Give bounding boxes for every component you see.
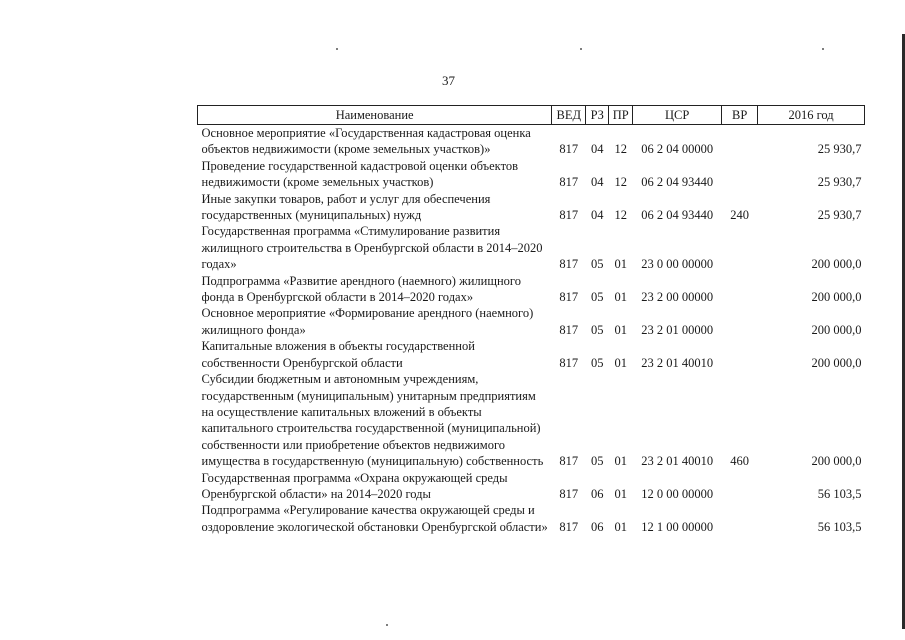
row-csr: 23 2 01 40010 <box>641 355 714 370</box>
row-rz: 05 <box>591 322 604 337</box>
row-rz: 04 <box>591 175 604 190</box>
table-row <box>198 191 865 224</box>
row-name: Иные закупки товаров, работ и услуг для обеспечения государственных (муниципальных) нужд <box>201 191 491 223</box>
row-ved: 817 <box>559 322 579 337</box>
row-pr: 01 <box>614 290 627 305</box>
row-csr: 12 1 00 00000 <box>641 519 714 534</box>
row-sum: 200 000,0 <box>811 355 862 370</box>
row-csr: 12 0 00 00000 <box>641 486 714 501</box>
table-row <box>198 338 865 371</box>
row-name: Субсидии бюджетным и автономным учреждениям, государственным (муниципальным) унитарным предприятиям на осуществление капитальных вложений в объекты капитального строительства государственной (муниципальной) собственности или приобретение объектов недвижимого имущества в государственную (муниципальную) собственность <box>201 372 544 469</box>
table-header-row <box>198 106 865 125</box>
row-rz: 04 <box>591 208 604 223</box>
row-csr: 23 2 01 40010 <box>641 454 714 469</box>
row-csr: 23 2 01 00000 <box>641 322 714 337</box>
row-name: Подпрограмма «Регулирование качества окружающей среды и оздоровление экологической обстановки Оренбургской области» <box>201 503 548 534</box>
header-csr: ЦСР <box>633 106 722 125</box>
row-sum: 25 930,7 <box>817 175 862 190</box>
table-row <box>198 223 865 272</box>
row-rz: 06 <box>591 486 604 501</box>
row-ved: 817 <box>559 257 579 272</box>
row-rz: 05 <box>591 454 604 469</box>
row-ved: 817 <box>559 519 579 534</box>
row-pr: 12 <box>614 208 627 223</box>
header-vr: ВР <box>722 106 758 125</box>
scan-speck <box>822 48 824 50</box>
row-ved: 817 <box>559 208 579 223</box>
row-sum: 200 000,0 <box>811 322 862 337</box>
row-pr: 01 <box>614 322 627 337</box>
table-row <box>198 470 865 503</box>
row-pr: 01 <box>614 486 627 501</box>
header-pr: ПР <box>609 106 633 125</box>
row-rz: 06 <box>591 519 604 534</box>
row-ved: 817 <box>559 355 579 370</box>
row-rz: 05 <box>591 355 604 370</box>
row-name: Государственная программа «Стимулирование развития жилищного строительства в Оренбургской области в 2014–2020 годах» <box>201 224 543 272</box>
row-rz: 05 <box>591 257 604 272</box>
row-name: Подпрограмма «Развитие арендного (наемного) жилищного фонда в Оренбургской области в 2014–2020 годах» <box>201 273 521 305</box>
row-sum: 56 103,5 <box>817 486 862 501</box>
row-vr: 240 <box>730 208 750 223</box>
table-row <box>198 125 865 158</box>
row-sum: 25 930,7 <box>817 208 862 223</box>
row-sum: 200 000,0 <box>811 454 862 469</box>
row-sum: 200 000,0 <box>811 257 862 272</box>
table-row <box>198 502 865 535</box>
table-row <box>198 305 865 338</box>
row-name: Основное мероприятие «Формирование арендного (наемного) жилищного фонда» <box>201 306 534 337</box>
row-ved: 817 <box>559 290 579 305</box>
row-csr: 23 2 00 00000 <box>641 290 714 305</box>
row-name: Проведение государственной кадастровой оценки объектов недвижимости (кроме земельных участков) <box>201 158 519 190</box>
row-vr: 460 <box>730 454 750 469</box>
row-ved: 817 <box>559 454 579 469</box>
row-pr: 12 <box>614 175 627 190</box>
row-vr <box>722 223 758 272</box>
row-name: Государственная программа «Охрана окружающей среды Оренбургской области» на 2014–2020 годы <box>201 470 508 501</box>
table-row <box>198 158 865 191</box>
row-pr: 01 <box>614 454 627 469</box>
header-name: Наименование <box>198 106 552 125</box>
row-pr: 01 <box>614 355 627 370</box>
row-rz: 05 <box>591 290 604 305</box>
row-pr: 01 <box>614 519 627 534</box>
row-vr <box>722 470 758 503</box>
row-vr <box>722 305 758 338</box>
row-ved: 817 <box>559 175 579 190</box>
page-number: 37 <box>442 73 455 88</box>
table-row <box>198 273 865 306</box>
row-vr <box>722 158 758 191</box>
row-vr <box>722 125 758 158</box>
row-sum: 25 930,7 <box>817 142 862 157</box>
row-name: Капитальные вложения в объекты государственной собственности Оренбургской области <box>201 339 475 370</box>
row-csr: 06 2 04 93440 <box>641 175 714 190</box>
scan-speck <box>580 48 582 50</box>
scan-speck <box>336 48 338 50</box>
row-csr: 06 2 04 00000 <box>641 142 714 157</box>
header-rz: РЗ <box>586 106 609 125</box>
row-vr <box>722 502 758 535</box>
row-sum: 56 103,5 <box>817 519 862 534</box>
row-csr: 06 2 04 93440 <box>641 208 714 223</box>
header-ved: ВЕД <box>552 106 586 125</box>
row-pr: 01 <box>614 257 627 272</box>
row-vr <box>722 273 758 306</box>
row-pr: 12 <box>614 142 627 157</box>
budget-table <box>197 105 865 535</box>
row-rz: 04 <box>591 142 604 157</box>
row-name: Основное мероприятие «Государственная кадастровая оценка объектов недвижимости (кроме земельных участков)» <box>201 126 531 157</box>
row-ved: 817 <box>559 142 579 157</box>
row-csr: 23 0 00 00000 <box>641 257 714 272</box>
table-row <box>198 371 865 469</box>
scan-speck <box>386 624 388 626</box>
row-ved: 817 <box>559 486 579 501</box>
header-year: 2016 год <box>758 106 865 125</box>
row-vr <box>722 338 758 371</box>
row-sum: 200 000,0 <box>811 290 862 305</box>
